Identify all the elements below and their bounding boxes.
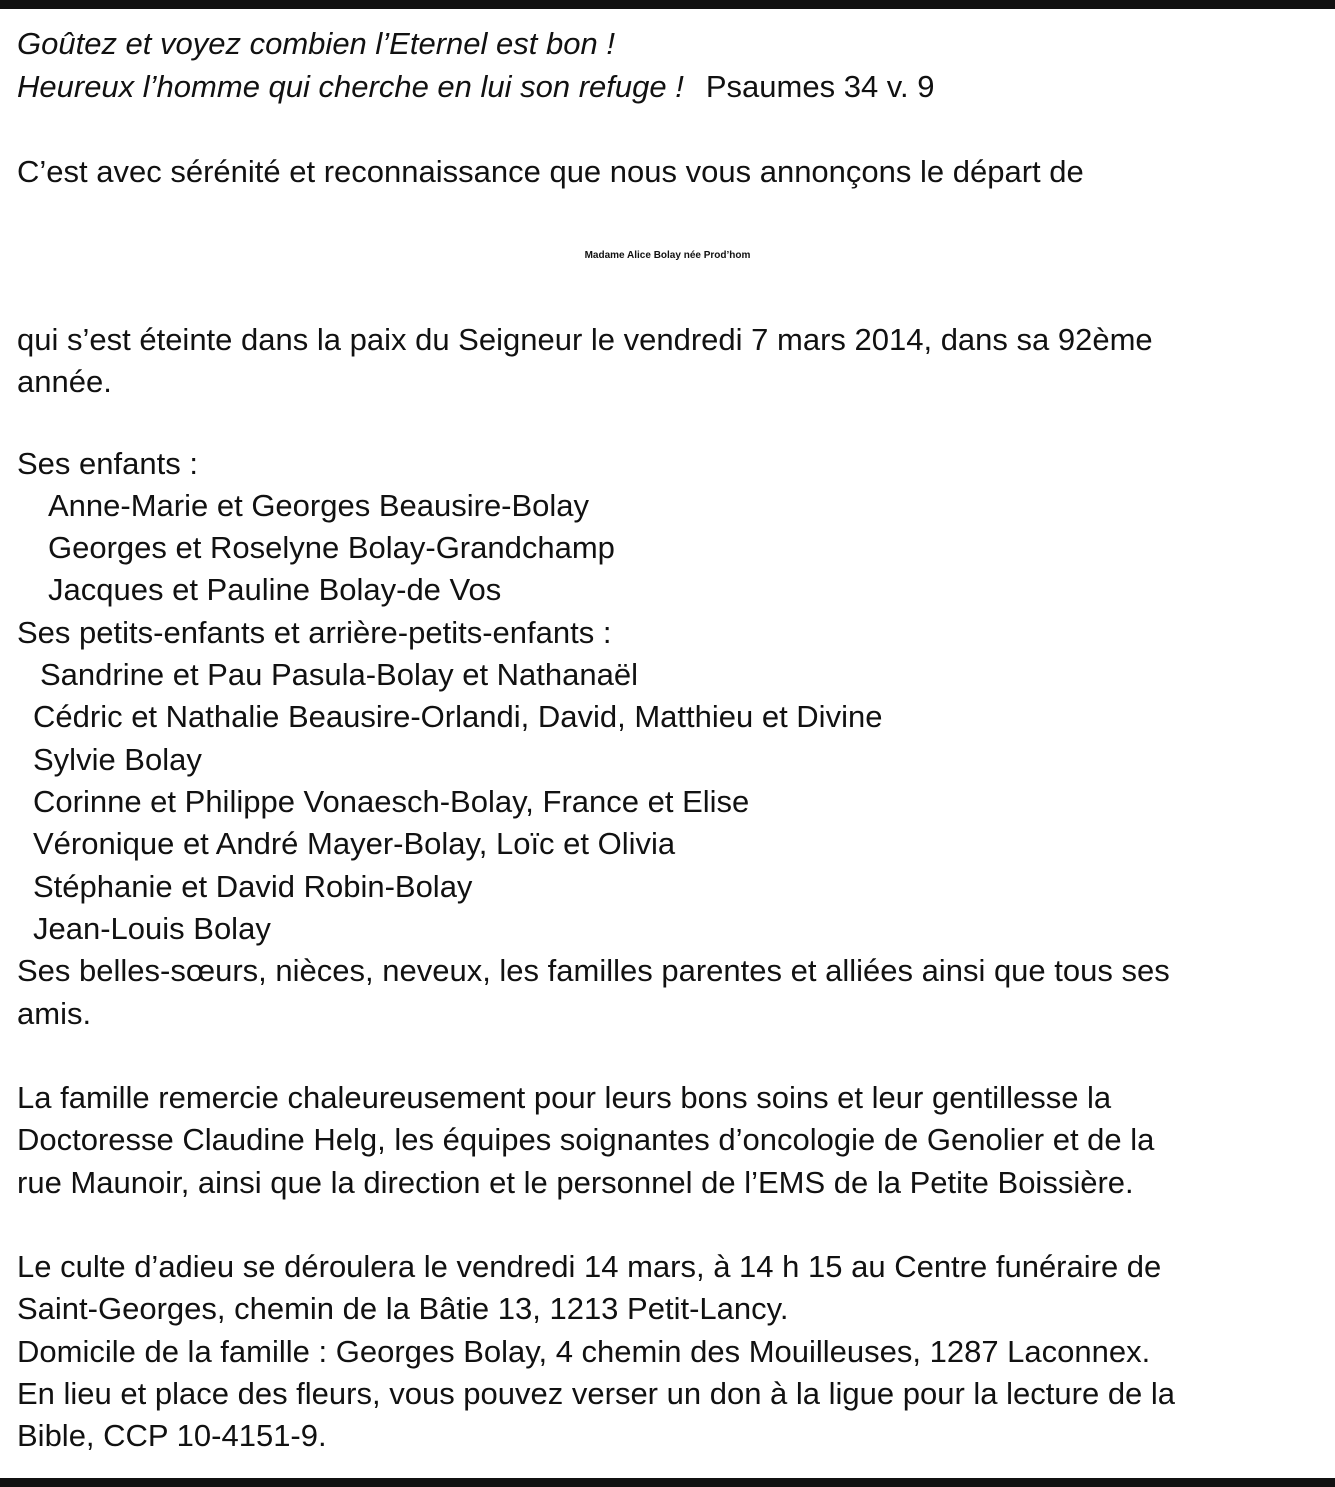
donation-line-1: En lieu et place des fleurs, vous pouvez verser un don à la ligue pour la lecture de la [17, 1376, 1176, 1411]
donation-line-2: Bible, CCP 10-4151-9. [17, 1418, 327, 1453]
child-name: Jacques et Pauline Bolay-de Vos [48, 572, 502, 607]
service-line-2: Saint-Georges, chemin de la Bâtie 13, 1213 Petit-Lancy. [17, 1291, 789, 1326]
epigraph-line-2 [17, 66, 934, 108]
deceased-name: Madame Alice Bolay née Prod’hom [584, 250, 751, 261]
death-notice-line-1: qui s’est éteinte dans la paix du Seigneur le vendredi 7 mars 2014, dans sa 92ème [17, 322, 1153, 357]
top-border-rule [0, 0, 1335, 9]
grandchild-name: Cédric et Nathalie Beausire-Orlandi, David, Matthieu et Divine [33, 699, 883, 734]
intro-text: C’est avec sérénité et reconnaissance que nous vous annonçons le départ de [17, 154, 1084, 189]
service-line-1: Le culte d’adieu se déroulera le vendredi 14 mars, à 14 h 15 au Centre funéraire de [17, 1249, 1162, 1284]
thanks-line-1: La famille remercie chaleureusement pour leurs bons soins et leur gentillesse la [17, 1080, 1112, 1115]
grandchildren-heading: Ses petits-enfants et arrière-petits-enfants : [17, 615, 612, 650]
grandchild-name: Sandrine et Pau Pasula-Bolay et Nathanaël [40, 657, 639, 692]
bottom-border-rule [0, 1478, 1335, 1487]
thanks-line-3: rue Maunoir, ainsi que la direction et le personnel de l’EMS de la Petite Boissière. [17, 1165, 1134, 1200]
relatives-line-1: Ses belles-sœurs, nièces, neveux, les familles parentes et alliées ainsi que tous ses [17, 953, 1170, 988]
grandchild-name: Sylvie Bolay [33, 742, 202, 777]
domicile-line: Domicile de la famille : Georges Bolay, 4 chemin des Mouilleuses, 1287 Laconnex. [17, 1334, 1151, 1369]
grandchild-name: Véronique et André Mayer-Bolay, Loïc et Olivia [33, 826, 676, 861]
child-name: Anne-Marie et Georges Beausire-Bolay [48, 488, 590, 523]
epigraph-verse: Heureux l’homme qui cherche en lui son refuge ! [17, 69, 684, 104]
grandchild-name: Jean-Louis Bolay [33, 911, 271, 946]
child-name: Georges et Roselyne Bolay-Grandchamp [48, 530, 615, 565]
epigraph-reference: Psaumes 34 v. 9 [705, 69, 935, 104]
grandchild-name: Corinne et Philippe Vonaesch-Bolay, France et Elise [33, 784, 750, 819]
children-heading: Ses enfants : [17, 446, 198, 481]
grandchild-name: Stéphanie et David Robin-Bolay [33, 869, 473, 904]
death-notice-line-2: année. [17, 364, 112, 399]
thanks-line-2: Doctoresse Claudine Helg, les équipes soignantes d’oncologie de Genolier et de la [17, 1122, 1155, 1157]
epigraph-line-1: Goûtez et voyez combien l’Eternel est bon ! [17, 26, 615, 61]
relatives-line-2: amis. [17, 996, 92, 1031]
